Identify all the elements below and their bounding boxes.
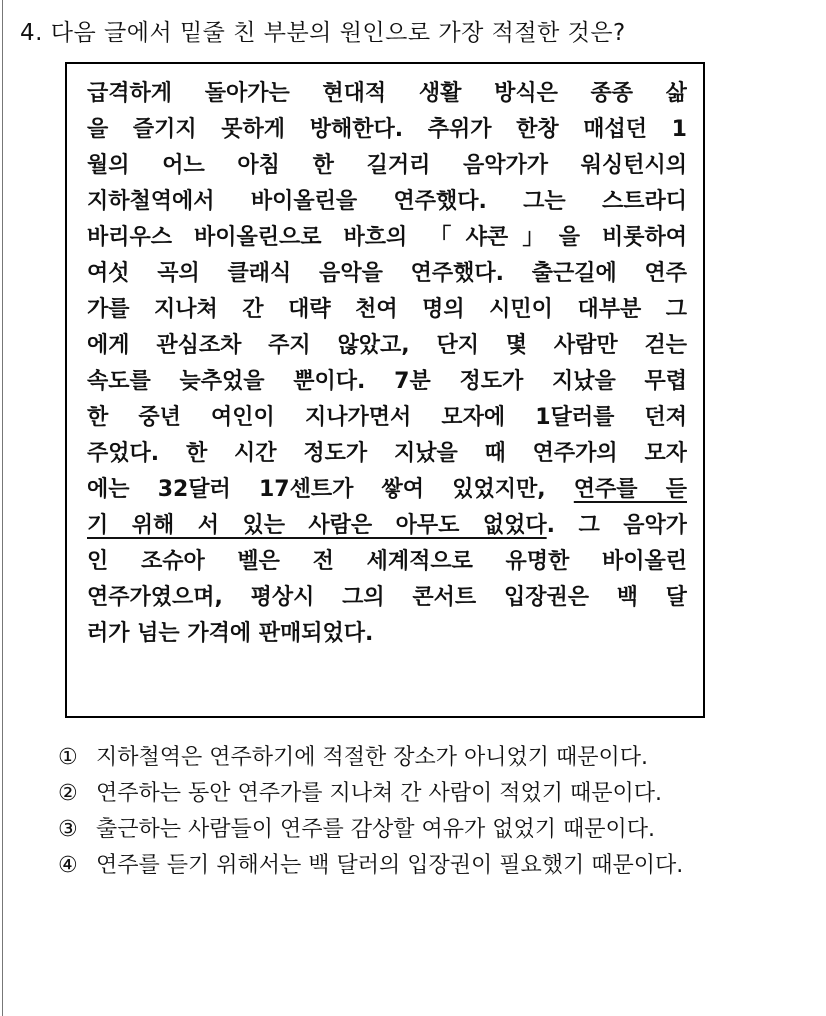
choice-text: 출근하는 사람들이 연주를 감상할 여유가 없었기 때문이다. bbox=[96, 817, 656, 842]
passage-line: 인 조슈아 벨은 전 세계적으로 유명한 바이올린 bbox=[87, 549, 687, 574]
passage-line: 월의 어느 아침 한 길거리 음악가가 워싱턴시의 bbox=[87, 153, 687, 178]
choice-2[interactable] bbox=[58, 776, 758, 812]
passage-line: 에게 관심조차 주지 않았고, 단지 몇 사람만 걷는 bbox=[87, 333, 687, 358]
answer-choices bbox=[58, 740, 758, 884]
passage-line: 속도를 늦추었을 뿐이다. 7분 정도가 지났을 무렵 bbox=[87, 369, 687, 394]
passage-text-segment: . 그 음악가 bbox=[546, 513, 687, 538]
choice-number: ③ bbox=[58, 817, 78, 842]
passage-line: 여섯 곡의 클래식 음악을 연주했다. 출근길에 연주 bbox=[87, 261, 687, 286]
choice-4[interactable] bbox=[58, 848, 758, 884]
passage-line bbox=[87, 508, 687, 544]
passage-line: 주었다. 한 시간 정도가 지났을 때 연주가의 모자 bbox=[87, 441, 687, 466]
passage-box bbox=[65, 62, 705, 718]
passage-line: 지하철역에서 바이올린을 연주했다. 그는 스트라디 bbox=[87, 189, 687, 214]
question-title: 4. 다음 글에서 밑줄 친 부분의 원인으로 가장 적절한 것은? bbox=[20, 20, 626, 46]
choice-number: ① bbox=[58, 745, 78, 770]
underlined-text: 연주를 듣 bbox=[573, 477, 687, 502]
choice-text: 연주하는 동안 연주가를 지나쳐 간 사람이 적었기 때문이다. bbox=[96, 781, 662, 806]
passage-line: 러가 넘는 가격에 판매되었다. bbox=[87, 621, 374, 646]
passage-text bbox=[87, 76, 687, 652]
underlined-text: 기 위해 서 있는 사람은 아무도 없었다 bbox=[87, 513, 547, 538]
passage-line: 바리우스 바이올린으로 바흐의 「샤콘」을 비롯하여 bbox=[87, 225, 687, 250]
passage-line: 을 즐기지 못하게 방해한다. 추위가 한창 매섭던 1 bbox=[87, 117, 687, 142]
passage-line: 가를 지나쳐 간 대략 천여 명의 시민이 대부분 그 bbox=[87, 297, 687, 322]
page-left-border bbox=[2, 0, 3, 1016]
passage-line: 연주가였으며, 평상시 그의 콘서트 입장권은 백 달 bbox=[87, 585, 687, 610]
choice-number: ② bbox=[58, 781, 78, 806]
passage-line bbox=[87, 472, 687, 508]
passage-line: 한 중년 여인이 지나가면서 모자에 1달러를 던져 bbox=[87, 405, 687, 430]
passage-text-segment: 에는 32달러 17센트가 쌓여 있었지만, bbox=[87, 477, 574, 502]
choice-3[interactable] bbox=[58, 812, 758, 848]
choice-number: ④ bbox=[58, 853, 78, 878]
passage-line: 급격하게 돌아가는 현대적 생활 방식은 종종 삶 bbox=[87, 81, 687, 106]
choice-text: 지하철역은 연주하기에 적절한 장소가 아니었기 때문이다. bbox=[96, 745, 649, 770]
choice-text: 연주를 듣기 위해서는 백 달러의 입장권이 필요했기 때문이다. bbox=[96, 853, 684, 878]
choice-1[interactable] bbox=[58, 740, 758, 776]
